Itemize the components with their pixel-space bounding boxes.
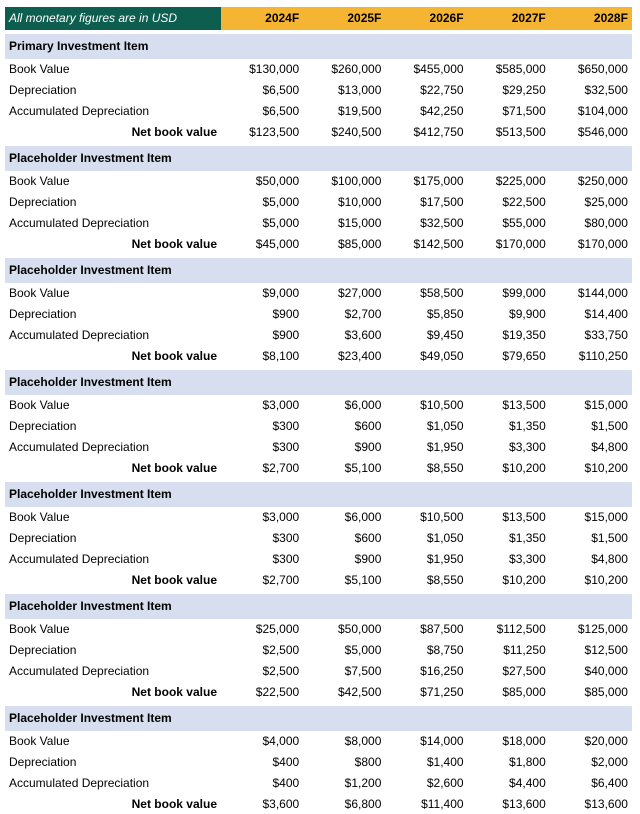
row-label: Accumulated Depreciation — [9, 775, 150, 790]
book-value-row — [5, 619, 632, 640]
value-cell: $8,100 — [262, 348, 300, 363]
investment-section — [5, 258, 632, 366]
value-cell: $600 — [354, 531, 382, 546]
row-label: Accumulated Depreciation — [9, 103, 150, 118]
value-cell: $20,000 — [584, 734, 628, 749]
value-cell: $4,000 — [262, 734, 300, 749]
value-cell: $112,500 — [496, 622, 546, 637]
value-cell: $5,000 — [262, 195, 300, 210]
value-cell: $13,600 — [584, 796, 628, 811]
accumulated-depreciation-row — [5, 549, 632, 570]
currency-note: All monetary figures are in USD — [5, 7, 221, 30]
value-cell: $10,000 — [337, 195, 382, 210]
value-cell: $1,200 — [344, 775, 382, 790]
value-cell: $9,450 — [426, 327, 464, 342]
value-cell: $80,000 — [584, 215, 628, 230]
value-cell: $130,000 — [249, 62, 300, 77]
value-cell: $6,400 — [591, 775, 628, 790]
book-value-row — [5, 507, 632, 528]
value-cell: $71,500 — [502, 103, 546, 118]
value-cell: $10,500 — [420, 510, 464, 525]
section-title: Primary Investment Item — [5, 34, 632, 59]
value-cell: $600 — [354, 419, 382, 434]
value-cell: $55,000 — [502, 215, 546, 230]
depreciation-schedule-sheet — [5, 7, 632, 814]
value-cell: $1,500 — [591, 419, 628, 434]
net-book-value-row — [5, 345, 632, 366]
value-cell: $100,000 — [331, 174, 382, 189]
value-cell: $9,900 — [509, 307, 546, 322]
value-cell: $2,700 — [262, 572, 300, 587]
value-cell: $900 — [272, 327, 300, 342]
value-cell: $104,000 — [577, 103, 628, 118]
row-label: Net book value — [131, 572, 217, 587]
depreciation-row — [5, 416, 632, 437]
book-value-row — [5, 59, 632, 80]
value-cell: $85,000 — [584, 684, 628, 699]
row-label: Book Value — [9, 62, 70, 77]
year-header: 2025F — [303, 7, 385, 30]
value-cell: $14,400 — [584, 307, 628, 322]
value-cell: $900 — [354, 439, 382, 454]
depreciation-row — [5, 304, 632, 325]
investment-section — [5, 370, 632, 478]
value-cell: $260,000 — [331, 62, 382, 77]
value-cell: $8,000 — [344, 734, 382, 749]
value-cell: $513,500 — [495, 124, 546, 139]
value-cell: $8,550 — [426, 572, 464, 587]
value-cell: $10,500 — [420, 398, 464, 413]
investment-section — [5, 482, 632, 590]
book-value-row — [5, 171, 632, 192]
row-label: Book Value — [9, 286, 70, 301]
value-cell: $225,000 — [495, 174, 546, 189]
value-cell: $18,000 — [502, 734, 546, 749]
row-label: Net book value — [131, 236, 217, 251]
value-cell: $2,700 — [344, 307, 382, 322]
row-label: Depreciation — [9, 755, 77, 770]
section-title: Placeholder Investment Item — [5, 370, 632, 395]
value-cell: $400 — [272, 775, 300, 790]
value-cell: $87,500 — [420, 622, 464, 637]
value-cell: $10,200 — [502, 460, 546, 475]
row-label: Book Value — [9, 622, 70, 637]
value-cell: $1,050 — [426, 419, 464, 434]
value-cell: $13,000 — [337, 83, 382, 98]
value-cell: $27,500 — [502, 663, 546, 678]
value-cell: $85,000 — [337, 236, 382, 251]
value-cell: $5,850 — [426, 307, 464, 322]
value-cell: $15,000 — [337, 215, 382, 230]
value-cell: $22,750 — [420, 83, 464, 98]
value-cell: $4,800 — [591, 439, 628, 454]
net-book-value-row — [5, 457, 632, 478]
value-cell: $142,500 — [413, 236, 464, 251]
value-cell: $170,000 — [495, 236, 546, 251]
value-cell: $32,500 — [420, 215, 464, 230]
depreciation-row — [5, 80, 632, 101]
value-cell: $3,300 — [509, 439, 546, 454]
value-cell: $1,050 — [426, 531, 464, 546]
value-cell: $900 — [272, 307, 300, 322]
value-cell: $250,000 — [577, 174, 628, 189]
depreciation-row — [5, 640, 632, 661]
value-cell: $412,750 — [413, 124, 464, 139]
year-header: 2024F — [221, 7, 303, 30]
row-label: Accumulated Depreciation — [9, 551, 150, 566]
value-cell: $33,750 — [584, 327, 628, 342]
value-cell: $85,000 — [502, 684, 546, 699]
net-book-value-row — [5, 681, 632, 702]
net-book-value-row — [5, 121, 632, 142]
row-label: Net book value — [131, 796, 217, 811]
row-label: Net book value — [131, 348, 217, 363]
row-label: Depreciation — [9, 643, 77, 658]
accumulated-depreciation-row — [5, 661, 632, 682]
value-cell: $300 — [272, 439, 300, 454]
value-cell: $585,000 — [495, 62, 546, 77]
row-label: Accumulated Depreciation — [9, 663, 150, 678]
section-title: Placeholder Investment Item — [5, 482, 632, 507]
value-cell: $10,200 — [584, 572, 628, 587]
value-cell: $1,950 — [426, 551, 464, 566]
row-label: Depreciation — [9, 307, 77, 322]
value-cell: $42,500 — [337, 684, 382, 699]
accumulated-depreciation-row — [5, 437, 632, 458]
value-cell: $15,000 — [584, 398, 628, 413]
row-label: Accumulated Depreciation — [9, 439, 150, 454]
value-cell: $1,350 — [509, 419, 546, 434]
book-value-row — [5, 731, 632, 752]
row-label: Accumulated Depreciation — [9, 327, 150, 342]
value-cell: $9,000 — [262, 286, 300, 301]
value-cell: $58,500 — [420, 286, 464, 301]
accumulated-depreciation-row — [5, 101, 632, 122]
value-cell: $29,250 — [502, 83, 546, 98]
value-cell: $1,350 — [509, 531, 546, 546]
accumulated-depreciation-row — [5, 325, 632, 346]
value-cell: $123,500 — [249, 124, 300, 139]
header-row — [5, 7, 632, 30]
row-label: Depreciation — [9, 195, 77, 210]
investment-section — [5, 146, 632, 254]
accumulated-depreciation-row — [5, 213, 632, 234]
section-title: Placeholder Investment Item — [5, 706, 632, 731]
value-cell: $23,400 — [337, 348, 382, 363]
year-header: 2027F — [468, 7, 550, 30]
value-cell: $10,200 — [502, 572, 546, 587]
book-value-row — [5, 283, 632, 304]
value-cell: $300 — [272, 419, 300, 434]
value-cell: $1,950 — [426, 439, 464, 454]
depreciation-row — [5, 528, 632, 549]
row-label: Net book value — [131, 684, 217, 699]
value-cell: $13,500 — [502, 398, 546, 413]
value-cell: $42,250 — [420, 103, 464, 118]
value-cell: $17,500 — [420, 195, 464, 210]
value-cell: $71,250 — [420, 684, 464, 699]
value-cell: $650,000 — [577, 62, 628, 77]
value-cell: $3,000 — [262, 510, 300, 525]
depreciation-row — [5, 192, 632, 213]
accumulated-depreciation-row — [5, 773, 632, 794]
value-cell: $1,500 — [591, 531, 628, 546]
value-cell: $40,000 — [584, 663, 628, 678]
value-cell: $3,000 — [262, 398, 300, 413]
value-cell: $1,800 — [509, 755, 546, 770]
value-cell: $27,000 — [337, 286, 382, 301]
row-label: Book Value — [9, 510, 70, 525]
value-cell: $6,000 — [344, 398, 382, 413]
value-cell: $455,000 — [413, 62, 464, 77]
value-cell: $2,500 — [262, 663, 300, 678]
row-label: Depreciation — [9, 83, 77, 98]
value-cell: $6,500 — [262, 103, 300, 118]
value-cell: $50,000 — [255, 174, 300, 189]
value-cell: $10,200 — [584, 460, 628, 475]
value-cell: $300 — [272, 531, 300, 546]
value-cell: $5,100 — [344, 460, 382, 475]
year-header: 2028F — [550, 7, 632, 30]
value-cell: $99,000 — [502, 286, 546, 301]
value-cell: $16,250 — [420, 663, 464, 678]
investment-section — [5, 706, 632, 814]
value-cell: $2,000 — [591, 755, 628, 770]
value-cell: $2,700 — [262, 460, 300, 475]
value-cell: $11,400 — [421, 796, 464, 811]
row-label: Book Value — [9, 174, 70, 189]
value-cell: $50,000 — [337, 622, 382, 637]
value-cell: $4,400 — [509, 775, 546, 790]
value-cell: $3,600 — [344, 327, 382, 342]
row-label: Accumulated Depreciation — [9, 215, 150, 230]
value-cell: $7,500 — [344, 663, 382, 678]
value-cell: $3,300 — [509, 551, 546, 566]
year-header: 2026F — [385, 7, 467, 30]
value-cell: $5,100 — [344, 572, 382, 587]
value-cell: $400 — [272, 755, 300, 770]
row-label: Net book value — [131, 124, 217, 139]
section-title: Placeholder Investment Item — [5, 594, 632, 619]
value-cell: $2,600 — [426, 775, 464, 790]
value-cell: $22,500 — [255, 684, 300, 699]
value-cell: $13,500 — [502, 510, 546, 525]
value-cell: $5,000 — [344, 643, 382, 658]
value-cell: $144,000 — [577, 286, 628, 301]
value-cell: $3,600 — [262, 796, 300, 811]
section-title: Placeholder Investment Item — [5, 146, 632, 171]
value-cell: $300 — [272, 551, 300, 566]
value-cell: $13,600 — [502, 796, 546, 811]
value-cell: $900 — [354, 551, 382, 566]
value-cell: $79,650 — [502, 348, 546, 363]
depreciation-row — [5, 752, 632, 773]
value-cell: $4,800 — [591, 551, 628, 566]
value-cell: $19,500 — [337, 103, 382, 118]
value-cell: $175,000 — [413, 174, 464, 189]
value-cell: $2,500 — [262, 643, 300, 658]
value-cell: $11,250 — [503, 643, 546, 658]
value-cell: $25,000 — [255, 622, 300, 637]
value-cell: $110,250 — [578, 348, 628, 363]
value-cell: $12,500 — [584, 643, 628, 658]
value-cell: $240,500 — [331, 124, 382, 139]
row-label: Depreciation — [9, 419, 77, 434]
value-cell: $170,000 — [577, 236, 628, 251]
value-cell: $32,500 — [584, 83, 628, 98]
value-cell: $6,000 — [344, 510, 382, 525]
value-cell: $6,800 — [344, 796, 382, 811]
book-value-row — [5, 395, 632, 416]
row-label: Net book value — [131, 460, 217, 475]
value-cell: $800 — [354, 755, 382, 770]
value-cell: $6,500 — [262, 83, 300, 98]
investment-section — [5, 34, 632, 142]
net-book-value-row — [5, 233, 632, 254]
value-cell: $14,000 — [420, 734, 464, 749]
value-cell: $5,000 — [262, 215, 300, 230]
investment-sections — [5, 34, 632, 814]
value-cell: $49,050 — [420, 348, 464, 363]
net-book-value-row — [5, 569, 632, 590]
value-cell: $8,550 — [426, 460, 464, 475]
value-cell: $25,000 — [584, 195, 628, 210]
net-book-value-row — [5, 793, 632, 814]
investment-section — [5, 594, 632, 702]
row-label: Book Value — [9, 734, 70, 749]
value-cell: $45,000 — [255, 236, 300, 251]
value-cell: $8,750 — [426, 643, 464, 658]
value-cell: $1,400 — [426, 755, 464, 770]
row-label: Depreciation — [9, 531, 77, 546]
row-label: Book Value — [9, 398, 70, 413]
value-cell: $19,350 — [502, 327, 546, 342]
section-title: Placeholder Investment Item — [5, 258, 632, 283]
value-cell: $125,000 — [577, 622, 628, 637]
value-cell: $546,000 — [577, 124, 628, 139]
value-cell: $15,000 — [584, 510, 628, 525]
value-cell: $22,500 — [502, 195, 546, 210]
